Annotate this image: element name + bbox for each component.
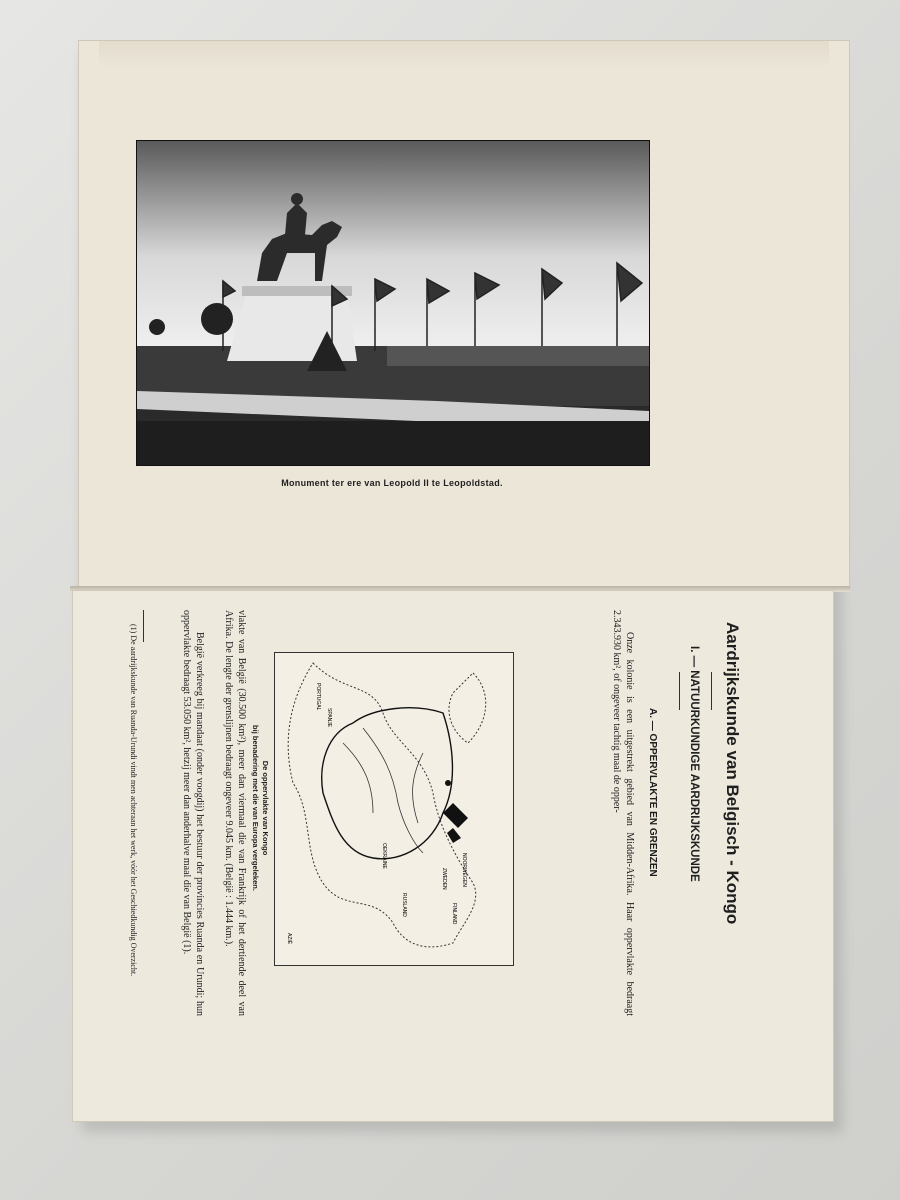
photo-caption: Monument ter ere van Leopold II te Leopoldstad. [281, 478, 503, 488]
map-label-noorwegen: NOORWEGEN [461, 853, 467, 887]
paragraph-2: vlakte van België (30.500 km²), meer dan viermaal die van Frankrijk of het dertiende deel van Afrika. De lengte der grenslijnen bedraagt ongeveer 9.045 km. (België : 1.444 km.). [223, 610, 247, 1016]
rotated-text-page [102, 596, 742, 1116]
map-label-spanje: SPANJE [326, 708, 332, 728]
footnote: (1) De aardrijkskunde van Ruanda-Urundi vindt men achteraan het werk, vóór het Geschiedkundig Overzicht. [129, 624, 138, 977]
map-label-azie: AZIË [286, 933, 292, 945]
map-label-rusland: RUSLAND [401, 893, 407, 917]
footnote-rule [143, 610, 144, 642]
map-caption [250, 652, 270, 964]
map-caption-line1: De oppervlakte van Kongo [261, 760, 270, 856]
section-heading: I. — NATUURKUNDIGE AARDRIJKSKUNDE [688, 646, 700, 882]
map-label-portugal: PORTUGAL [315, 683, 321, 711]
map-label-finland: FINLAND [451, 903, 457, 925]
map-label-zweden: ZWEDEN [441, 868, 447, 890]
map-caption-line2: bij benadering met die van Europa vergeleken. [251, 725, 260, 891]
page-title: Aardrijkskunde van Belgisch - Kongo [723, 622, 742, 925]
paragraph-3: België verkreeg bij mandaat (onder voogdij) het bestuur der provincies Ruanda en Urundi; hun oppervlakte bedraagt 53.050 km², hetzij meer dan anderhalve maal die van België (1). [181, 610, 205, 1016]
section-rule [679, 672, 680, 710]
title-rule [711, 672, 712, 710]
subsection-heading: A. — OPPERVLAKTE EN GRENZEN [647, 708, 658, 877]
comparison-map [274, 652, 514, 966]
map-label-ukraine: OEKRAINE [381, 843, 387, 869]
paragraph-1: Onze kolonie is een uitgestrekt gebied van Midden-Afrika. Haar oppervlakte bedraagt 2.343.930 km², of ongeveer tachtig maal de opper- [611, 610, 635, 1016]
page-edge [99, 41, 829, 69]
monument-photo [136, 140, 650, 466]
